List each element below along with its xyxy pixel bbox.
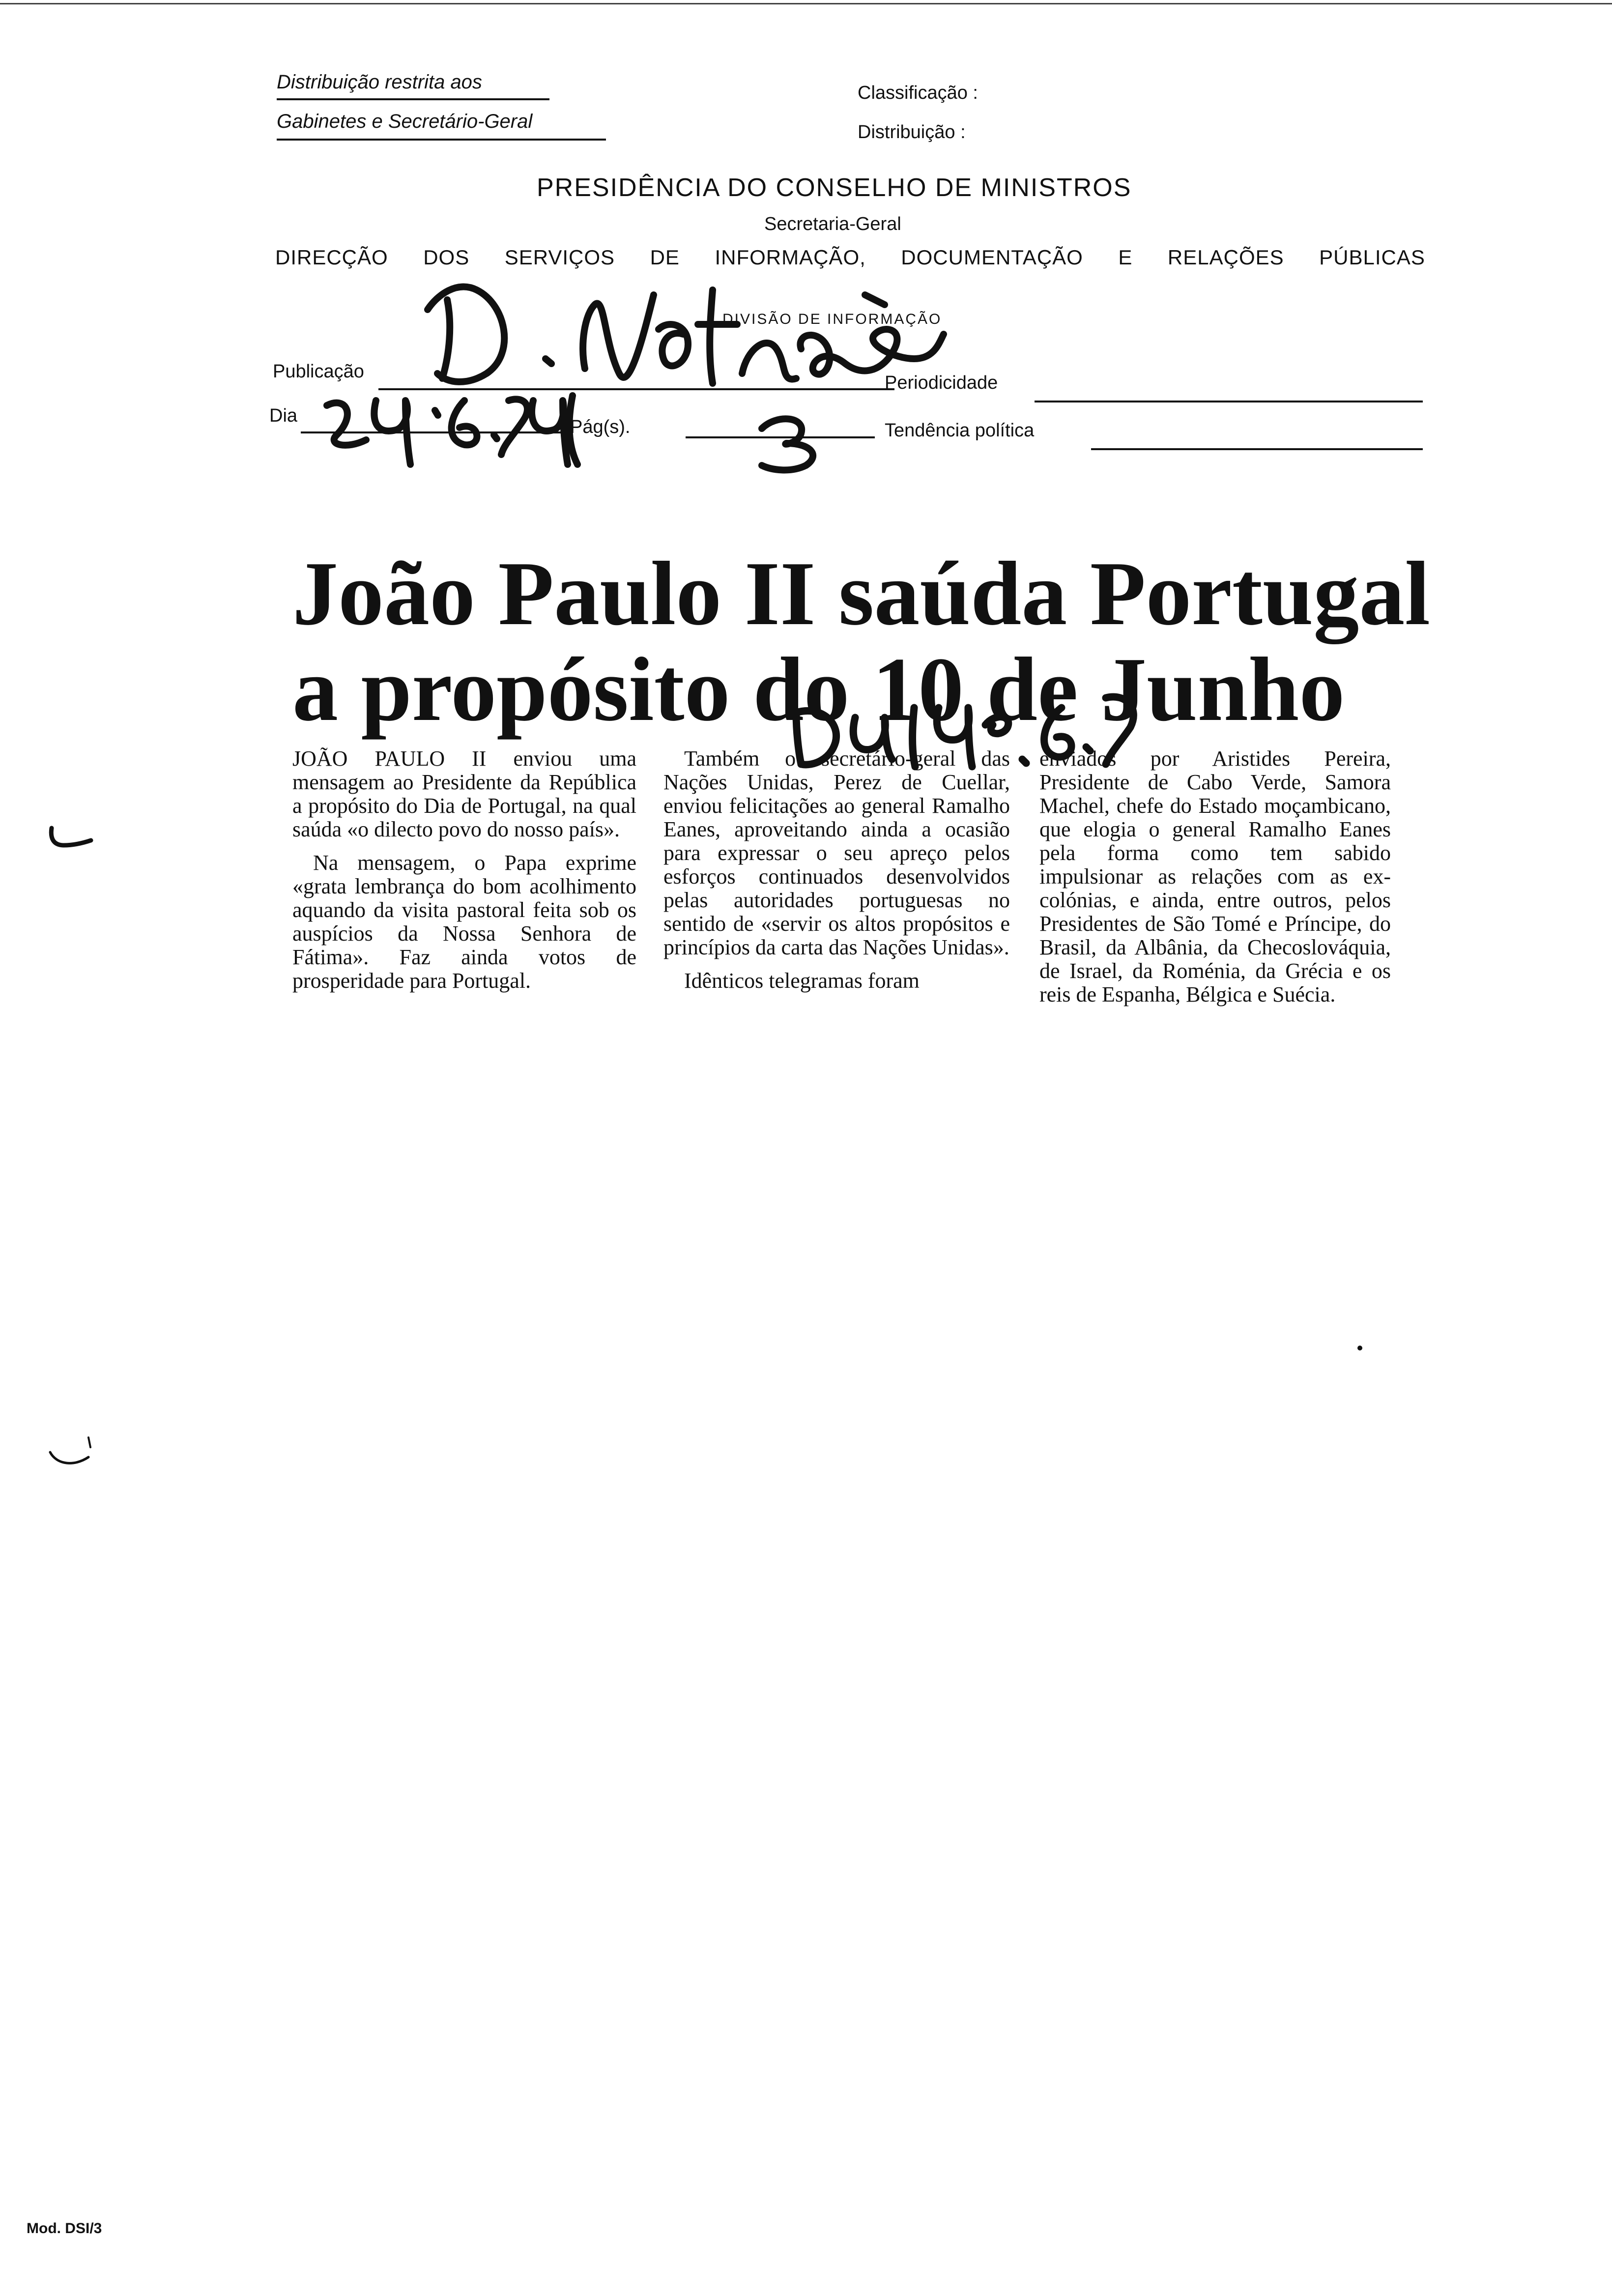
headline-line-1: João Paulo II saúda Portugal bbox=[292, 543, 1431, 644]
directorate-word: DE bbox=[650, 246, 680, 269]
political-tendency-fill-line bbox=[1091, 448, 1423, 450]
restriction-line-1: Distribuição restrita aos bbox=[277, 71, 482, 93]
division-label: DIVISÃO DE INFORMAÇÃO bbox=[722, 311, 942, 327]
scan-dot bbox=[1357, 1346, 1362, 1350]
directorate-word: INFORMAÇÃO, bbox=[715, 246, 866, 269]
article-paragraph: Na mensagem, o Papa exprime «grata lembrança do bom acolhimento aquando da visita pastoral feita sob os auspícios da Nossa Senhora de Fátima». Faz ainda votos de prosperidade para Portugal. bbox=[292, 851, 636, 993]
publication-label: Publicação bbox=[273, 361, 364, 382]
article-column-3 bbox=[1039, 747, 1391, 1016]
office-title: PRESIDÊNCIA DO CONSELHO DE MINISTROS bbox=[537, 173, 1132, 202]
office-subtitle: Secretaria-Geral bbox=[764, 214, 901, 234]
restriction-underline-2 bbox=[277, 139, 606, 141]
directorate-word: E bbox=[1118, 246, 1133, 269]
article-paragraph: JOÃO PAULO II enviou uma mensagem ao Presidente da República a propósito do Dia de Portugal, na qual saúda «o dilecto povo do nosso país». bbox=[292, 746, 636, 841]
article-paragraph: Também o secretário-geral das Nações Unidas, Perez de Cuellar, enviou felicitações ao general Ramalho Eanes, aproveitando ainda a ocasião para expressar o seu apreço pelos esforços continuados desenvolvidos pelas autoridades portuguesas no sentido de «servir os altos propósitos e princípios da carta das Nações Unidas». bbox=[663, 746, 1010, 959]
scan-mark bbox=[44, 1430, 98, 1474]
directorate-word: DIRECÇÃO bbox=[275, 246, 388, 269]
article-column-1 bbox=[292, 747, 636, 1003]
restriction-underline-1 bbox=[277, 98, 549, 100]
periodicity-label: Periodicidade bbox=[885, 373, 998, 393]
directorate-word: DOCUMENTAÇÃO bbox=[901, 246, 1083, 269]
directorate-word: SERVIÇOS bbox=[504, 246, 615, 269]
scan-mark bbox=[44, 826, 98, 855]
directorate-word: DOS bbox=[423, 246, 470, 269]
directorate-word: PÚBLICAS bbox=[1319, 246, 1425, 269]
day-label: Dia bbox=[269, 405, 298, 426]
directorate-word: RELAÇÕES bbox=[1167, 246, 1284, 269]
article-column-2 bbox=[663, 747, 1010, 1003]
top-border-line bbox=[0, 3, 1612, 4]
periodicity-fill-line bbox=[1035, 401, 1423, 402]
classification-label: Classificação : bbox=[858, 83, 978, 103]
political-tendency-label: Tendência política bbox=[885, 420, 1035, 441]
directorate-line bbox=[275, 246, 1425, 269]
article-paragraph: enviados por Aristides Pereira, Presidente de Cabo Verde, Samora Machel, chefe do Estado moçambicano, que elogia o general Ramalho Eanes pela forma como tem sabido impulsionar as relações com as ex-colónias, e ainda, entre outros, pelos Presidentes de São Tomé e Príncipe, do Brasil, da Albânia, da Checoslováquia, de Israel, da Roménia, da Grécia e os reis de Espanha, Bélgica e Suécia. bbox=[1039, 746, 1391, 1006]
distribution-label: Distribuição : bbox=[858, 122, 966, 143]
headline-line-2: a propósito do 10 de Junho bbox=[292, 639, 1345, 740]
pages-label: Pág(s). bbox=[570, 417, 631, 437]
handwritten-day bbox=[317, 381, 592, 469]
restriction-line-2: Gabinetes e Secretário-Geral bbox=[277, 111, 533, 132]
form-code: Mod. DSI/3 bbox=[27, 2220, 102, 2237]
article-paragraph: Idênticos telegramas foram bbox=[684, 969, 920, 993]
handwritten-pages bbox=[752, 409, 835, 473]
